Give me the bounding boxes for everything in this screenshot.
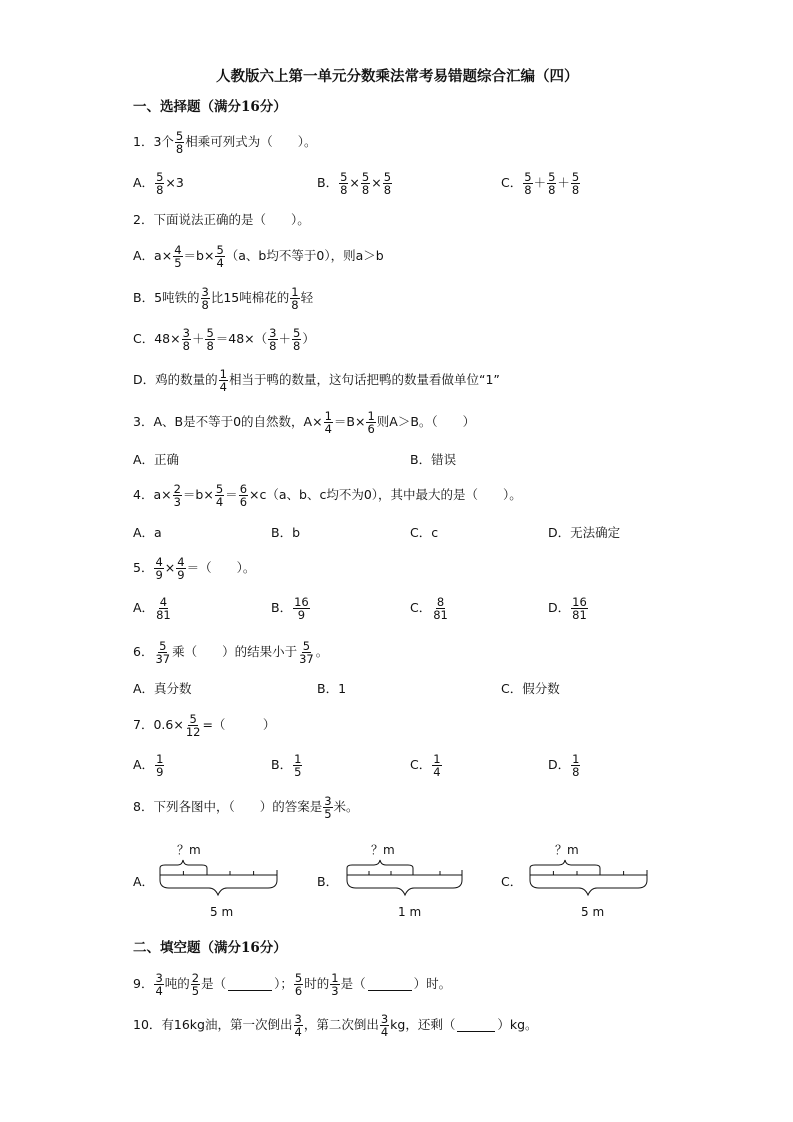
fraction: $\frac{5}{8}$: [175, 129, 184, 157]
bottom-brace: [160, 880, 277, 895]
section-heading-choice: 一、选择题（满分16分）: [133, 99, 287, 115]
option-2d: D．鸡的数量的 $\frac{1}{4}$ 相当于鸭的数量，这句话把鸭的数量看做单位“1”: [133, 367, 500, 395]
option-7b: B． $\frac{1}{5}$: [271, 752, 302, 780]
segment-diagram-a: [155, 840, 285, 922]
option-3b: B．错误: [410, 452, 457, 467]
text: 1．3个: [133, 134, 174, 150]
option-6c: C．假分数: [501, 681, 560, 696]
answer-blank[interactable]: [368, 979, 412, 991]
text: 相乘可列式为（ ）。: [185, 134, 317, 150]
option-4a: A．a: [133, 525, 162, 540]
bottom-label: 5 m: [581, 905, 605, 919]
question-2: 2．下面说法正确的是（ ）。: [133, 212, 310, 227]
option-4d: D．无法确定: [548, 525, 621, 540]
option-1b: B． $\frac{5}{8}$ × $\frac{5}{8}$ × $\frac{5}{8}$: [317, 170, 392, 198]
question-9: 9． $\frac{3}{4}$ 吨的 $\frac{2}{5}$ 是（ ）； $\frac{5}{6}$ 时的 $\frac{1}{3}$ 是（ ）时。: [133, 971, 452, 999]
option-5b: B． $\frac{16}{9}$: [271, 595, 309, 623]
option-2a: A．a× $\frac{4}{5}$ ＝b× $\frac{5}{4}$ （a、b均不等于0），则a＞b: [133, 243, 384, 271]
option-6a: A．真分数: [133, 681, 192, 696]
top-label: ？m: [555, 843, 579, 857]
question-1: [133, 130, 317, 155]
option-3a: A．正确: [133, 452, 180, 467]
question-8: 8．下列各图中，（ ）的答案是 $\frac{3}{5}$ 米。: [133, 794, 359, 822]
option-2c: C．48× $\frac{3}{8}$ ＋ $\frac{5}{8}$ ＝48×（ $\frac{3}{8}$ ＋ $\frac{5}{8}$ ）: [133, 326, 315, 354]
option-5c: C． $\frac{8}{81}$: [410, 595, 448, 623]
option-5d: D． $\frac{16}{81}$: [548, 595, 587, 623]
option-1c: C． $\frac{5}{8}$ ＋ $\frac{5}{8}$ ＋ $\frac{5}{8}$: [501, 170, 580, 198]
bottom-brace: [530, 880, 647, 895]
option-7d: D． $\frac{1}{8}$: [548, 752, 580, 780]
option-2b: B．5吨铁的 $\frac{3}{8}$ 比15吨棉花的 $\frac{1}{8}$ 轻: [133, 285, 314, 313]
top-label: ？m: [177, 843, 201, 857]
option-7c: C． $\frac{1}{4}$: [410, 752, 441, 780]
segment-diagram-b: [340, 840, 470, 922]
page-title: 人教版六上第一单元分数乘法常考易错题综合汇编（四）: [216, 68, 579, 85]
question-4: 4．a× $\frac{2}{3}$ ＝b× $\frac{5}{4}$ ＝ $\frac{6}{6}$ ×c（a、b、c均不为0），其中最大的是（ ）。: [133, 482, 522, 510]
segment-diagram-c: [525, 840, 655, 922]
answer-blank[interactable]: [457, 1020, 495, 1032]
option-4c: C．c: [410, 525, 439, 540]
option-7a: A． $\frac{1}{9}$: [133, 752, 164, 780]
question-5: 5． $\frac{4}{9}$ × $\frac{4}{9}$ ＝（ ）。: [133, 555, 256, 583]
answer-blank[interactable]: [228, 979, 272, 991]
option-8c-label: C．: [501, 874, 523, 889]
top-brace: [347, 860, 413, 872]
question-6: 6． $\frac{5}{37}$ 乘（ ）的结果小于 $\frac{5}{37}$ 。: [133, 639, 329, 667]
bottom-label: 5 m: [210, 905, 234, 919]
question-3: 3．A、B是不等于0的自然数，A× $\frac{1}{4}$ ＝B× $\frac{1}{6}$ 则A＞B。（ ）: [133, 409, 476, 437]
section-heading-fill: 二、填空题（满分16分）: [133, 940, 287, 956]
option-1a: A． $\frac{5}{8}$ ×3: [133, 170, 184, 198]
bottom-label: 1 m: [398, 905, 422, 919]
question-10: 10．有16kg油，第一次倒出 $\frac{3}{4}$ ，第二次倒出 $\frac{3}{4}$ kg，还剩（ ）kg。: [133, 1012, 538, 1040]
option-6b: B．1: [317, 681, 347, 696]
top-brace: [530, 860, 600, 872]
bottom-brace: [347, 880, 462, 895]
option-8b-label: B．: [317, 874, 339, 889]
top-label: ？m: [371, 843, 395, 857]
question-7: 7．0.6× $\frac{5}{12}$ =（ ）: [133, 712, 276, 740]
option-8a-label: A．: [133, 874, 155, 889]
option-5a: A． $\frac{4}{81}$: [133, 595, 171, 623]
top-brace: [160, 860, 207, 872]
option-4b: B．b: [271, 525, 301, 540]
